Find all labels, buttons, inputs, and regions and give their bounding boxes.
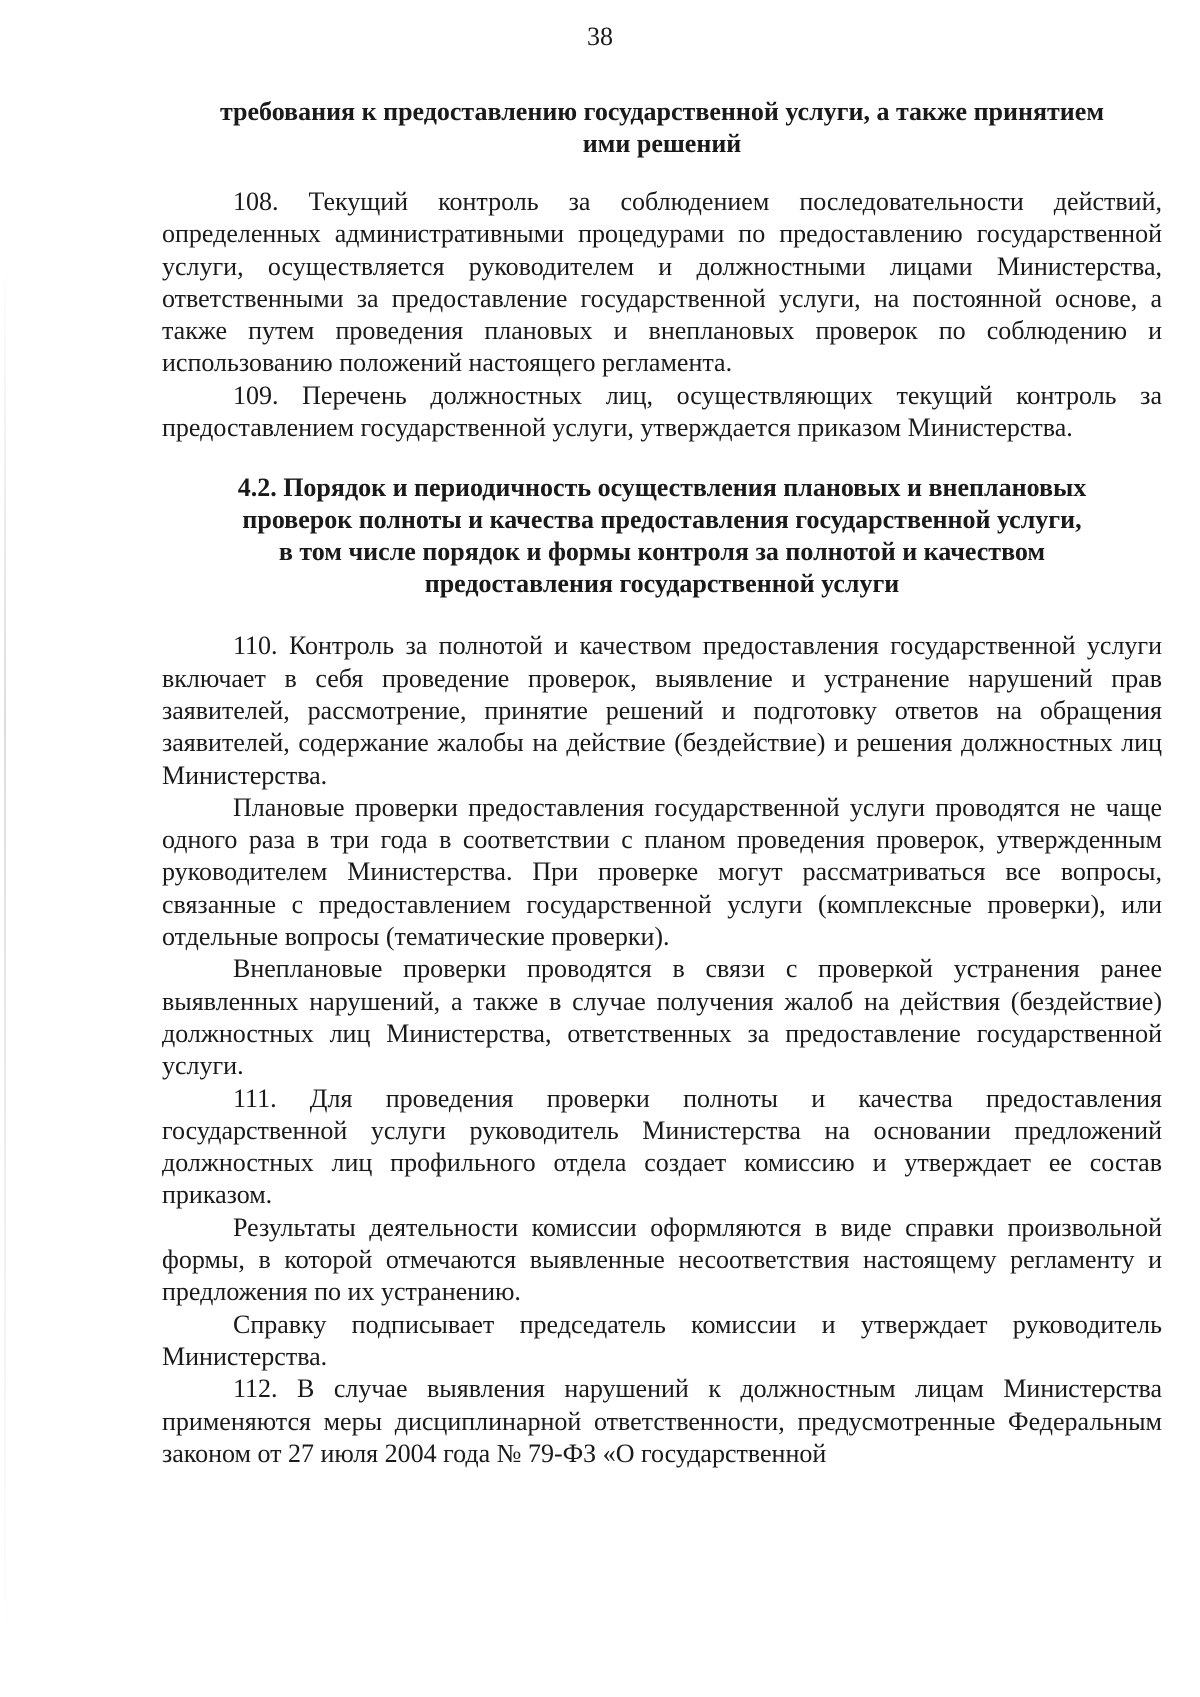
paragraph-108: 108. Текущий контроль за соблюдением последовательности действий, определенных административными процедурами по предоставлению государственной услуги, осуществляется руководителем и должностными лицами Министерства, ответственными за предоставление государственной услуги, на постоянной основе, а также путем проведения плановых и внеплановых проверок по соблюдению и использованию положений настоящего регламента. bbox=[162, 187, 1162, 378]
paragraph-report-signature: Справку подписывает председатель комиссии и утверждает руководитель Министерства. bbox=[162, 1309, 1162, 1371]
section-heading-4-2 bbox=[162, 472, 1162, 600]
paragraph-111: 111. Для проведения проверки полноты и качества предоставления государственной услуги руководитель Министерства на основании предложений должностных лиц профильного отдела создает комиссию и утверждает ее состав приказом. bbox=[162, 1083, 1162, 1210]
paragraph-planned-checks: Плановые проверки предоставления государственной услуги проводятся не чаще одного раза в три года в соответствии с планом проведения проверок, утвержденным руководителем Министерства. При проверке могут рассматриваться все вопросы, связанные с предоставлением государственной услуги (комплексные проверки), или отдельные вопросы (тематические проверки). bbox=[162, 792, 1162, 952]
heading-line: 4.2. Порядок и периодичность осуществления плановых и внеплановых bbox=[237, 473, 1087, 503]
document-body bbox=[162, 96, 1162, 1470]
scan-edge bbox=[4, 250, 6, 1670]
page-number: 38 bbox=[587, 22, 613, 51]
heading-line: в том числе порядок и формы контроля за полнотой и качеством bbox=[278, 537, 1046, 567]
paragraph-110: 110. Контроль за полнотой и качеством предоставления государственной услуги включает в себя проведение проверок, выявление и устранение нарушений прав заявителей, рассмотрение, принятие решений и подготовку ответов на обращения заявителей, содержание жалобы на действие (бездействие) и решения должностных лиц Министерства. bbox=[162, 631, 1162, 790]
heading-line: ими решений bbox=[582, 129, 742, 158]
paragraph-unplanned-checks: Внеплановые проверки проводятся в связи с проверкой устранения ранее выявленных нарушений, а также в случае получения жалоб на действия (бездействие) должностных лиц Министерства, ответственных за предоставление государственной услуги. bbox=[162, 954, 1162, 1081]
heading-line: проверок полноты и качества предоставления государственной услуги, bbox=[242, 505, 1082, 535]
heading-continuation bbox=[162, 96, 1162, 160]
heading-line: требования к предоставлению государственной услуги, а также принятием bbox=[219, 97, 1105, 126]
paragraph-109: 109. Перечень должностных лиц, осуществляющих текущий контроль за предоставлением государственной услуги, утверждается приказом Министерства. bbox=[162, 380, 1162, 443]
paragraph-commission-results: Результаты деятельности комиссии оформляются в виде справки произвольной формы, в которой отмечаются выявленные несоответствия настоящему регламенту и предложения по их устранению. bbox=[162, 1212, 1162, 1307]
heading-line: предоставления государственной услуги bbox=[424, 569, 900, 599]
paragraph-112: 112. В случае выявления нарушений к должностным лицам Министерства применяются меры дисциплинарной ответственности, предусмотренные Федеральным законом от 27 июля 2004 года № 79-ФЗ «О государственной bbox=[162, 1374, 1162, 1468]
